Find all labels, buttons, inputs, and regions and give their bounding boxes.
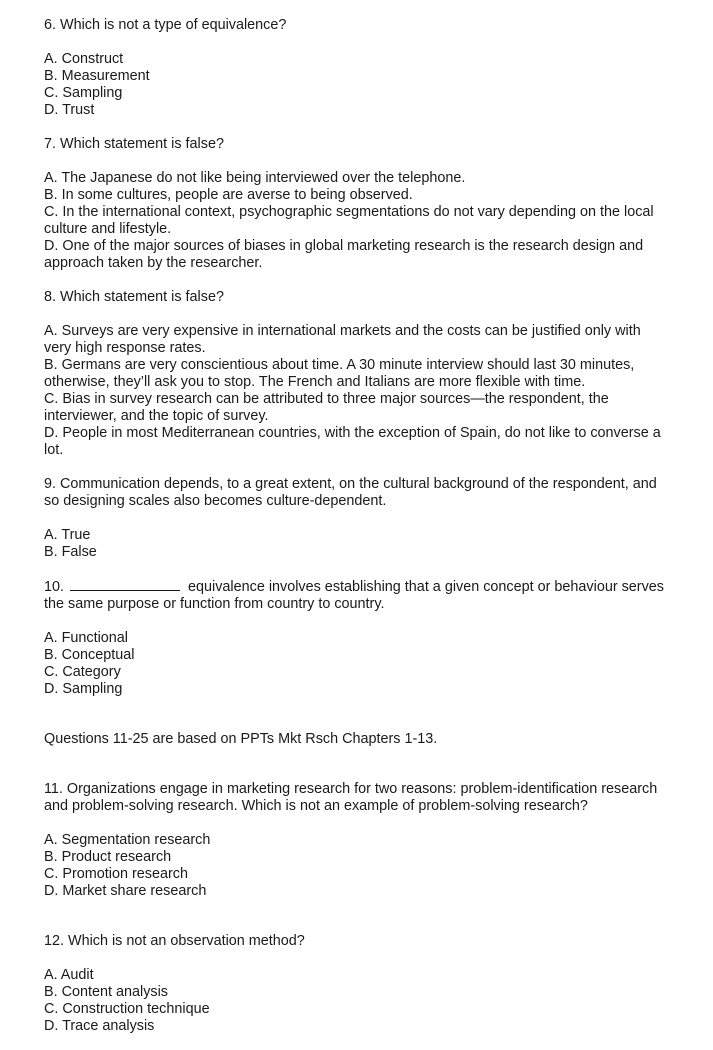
answer-option-line: approach taken by the researcher. — [44, 255, 263, 271]
question-stem — [44, 578, 711, 596]
question-stem: 7. Which statement is false? — [44, 136, 224, 152]
answer-option: C. Construction technique — [44, 1001, 210, 1017]
section-note: Questions 11-25 are based on PPTs Mkt Rsch Chapters 1-13. — [44, 731, 438, 747]
answer-option: A. Construct — [44, 51, 124, 67]
question-stem: 6. Which is not a type of equivalence? — [44, 17, 287, 33]
answer-option: C. Promotion research — [44, 866, 188, 882]
answer-option: B. Content analysis — [44, 984, 168, 1000]
answer-option-line: D. People in most Mediterranean countries, with the exception of Spain, do not like to converse a — [44, 425, 661, 441]
answer-option-line: otherwise, they’ll ask you to stop. The French and Italians are more flexible with time. — [44, 374, 586, 390]
answer-option-line: very high response rates. — [44, 340, 206, 356]
answer-option-line: C. In the international context, psychographic segmentations do not vary depending on the local — [44, 204, 654, 220]
question-stem: 12. Which is not an observation method? — [44, 933, 305, 949]
answer-option-line: A. The Japanese do not like being interviewed over the telephone. — [44, 170, 466, 186]
question-6 — [44, 17, 711, 119]
question-11 — [44, 781, 711, 900]
question-stem: 8. Which statement is false? — [44, 289, 224, 305]
answer-option-line: C. Bias in survey research can be attributed to three major sources—the respondent, the — [44, 391, 609, 407]
answer-option: C. Sampling — [44, 85, 123, 101]
question-number: 10. — [44, 579, 65, 595]
answer-option-line: A. Surveys are very expensive in international markets and the costs can be justified only with — [44, 323, 641, 339]
answer-option-line: lot. — [44, 442, 64, 458]
answer-option-line: culture and lifestyle. — [44, 221, 172, 237]
question-7 — [44, 136, 711, 272]
fill-in-blank — [70, 578, 180, 591]
answer-option: A. True — [44, 527, 91, 543]
question-10 — [44, 578, 711, 698]
answer-option: D. Trust — [44, 102, 95, 118]
question-stem-text: equivalence involves establishing that a given concept or behaviour serves — [188, 579, 664, 595]
answer-option-line: B. In some cultures, people are averse to being observed. — [44, 187, 413, 203]
answer-option: D. Trace analysis — [44, 1018, 155, 1034]
answer-option: D. Market share research — [44, 883, 207, 899]
answer-option: B. False — [44, 544, 97, 560]
question-8 — [44, 289, 711, 459]
question-12 — [44, 933, 711, 1035]
answer-option: B. Measurement — [44, 68, 150, 84]
answer-option-line: D. One of the major sources of biases in global marketing research is the research design and — [44, 238, 644, 254]
question-9 — [44, 476, 711, 561]
question-stem: the same purpose or function from country to country. — [44, 596, 385, 612]
answer-option: B. Conceptual — [44, 647, 135, 663]
question-stem: and problem-solving research. Which is not an example of problem-solving research? — [44, 798, 588, 814]
answer-option: A. Segmentation research — [44, 832, 211, 848]
answer-option-line: B. Germans are very conscientious about time. A 30 minute interview should last 30 minutes, — [44, 357, 635, 373]
answer-option: A. Audit — [44, 967, 94, 983]
answer-option: D. Sampling — [44, 681, 123, 697]
answer-option-line: interviewer, and the topic of survey. — [44, 408, 269, 424]
quiz-page — [44, 17, 711, 1035]
answer-option: B. Product research — [44, 849, 172, 865]
answer-option: A. Functional — [44, 630, 128, 646]
question-stem: 11. Organizations engage in marketing research for two reasons: problem-identification research — [44, 781, 658, 797]
answer-option: C. Category — [44, 664, 121, 680]
question-stem: 9. Communication depends, to a great extent, on the cultural background of the respondent, and — [44, 476, 657, 492]
question-stem: so designing scales also becomes culture-dependent. — [44, 493, 387, 509]
